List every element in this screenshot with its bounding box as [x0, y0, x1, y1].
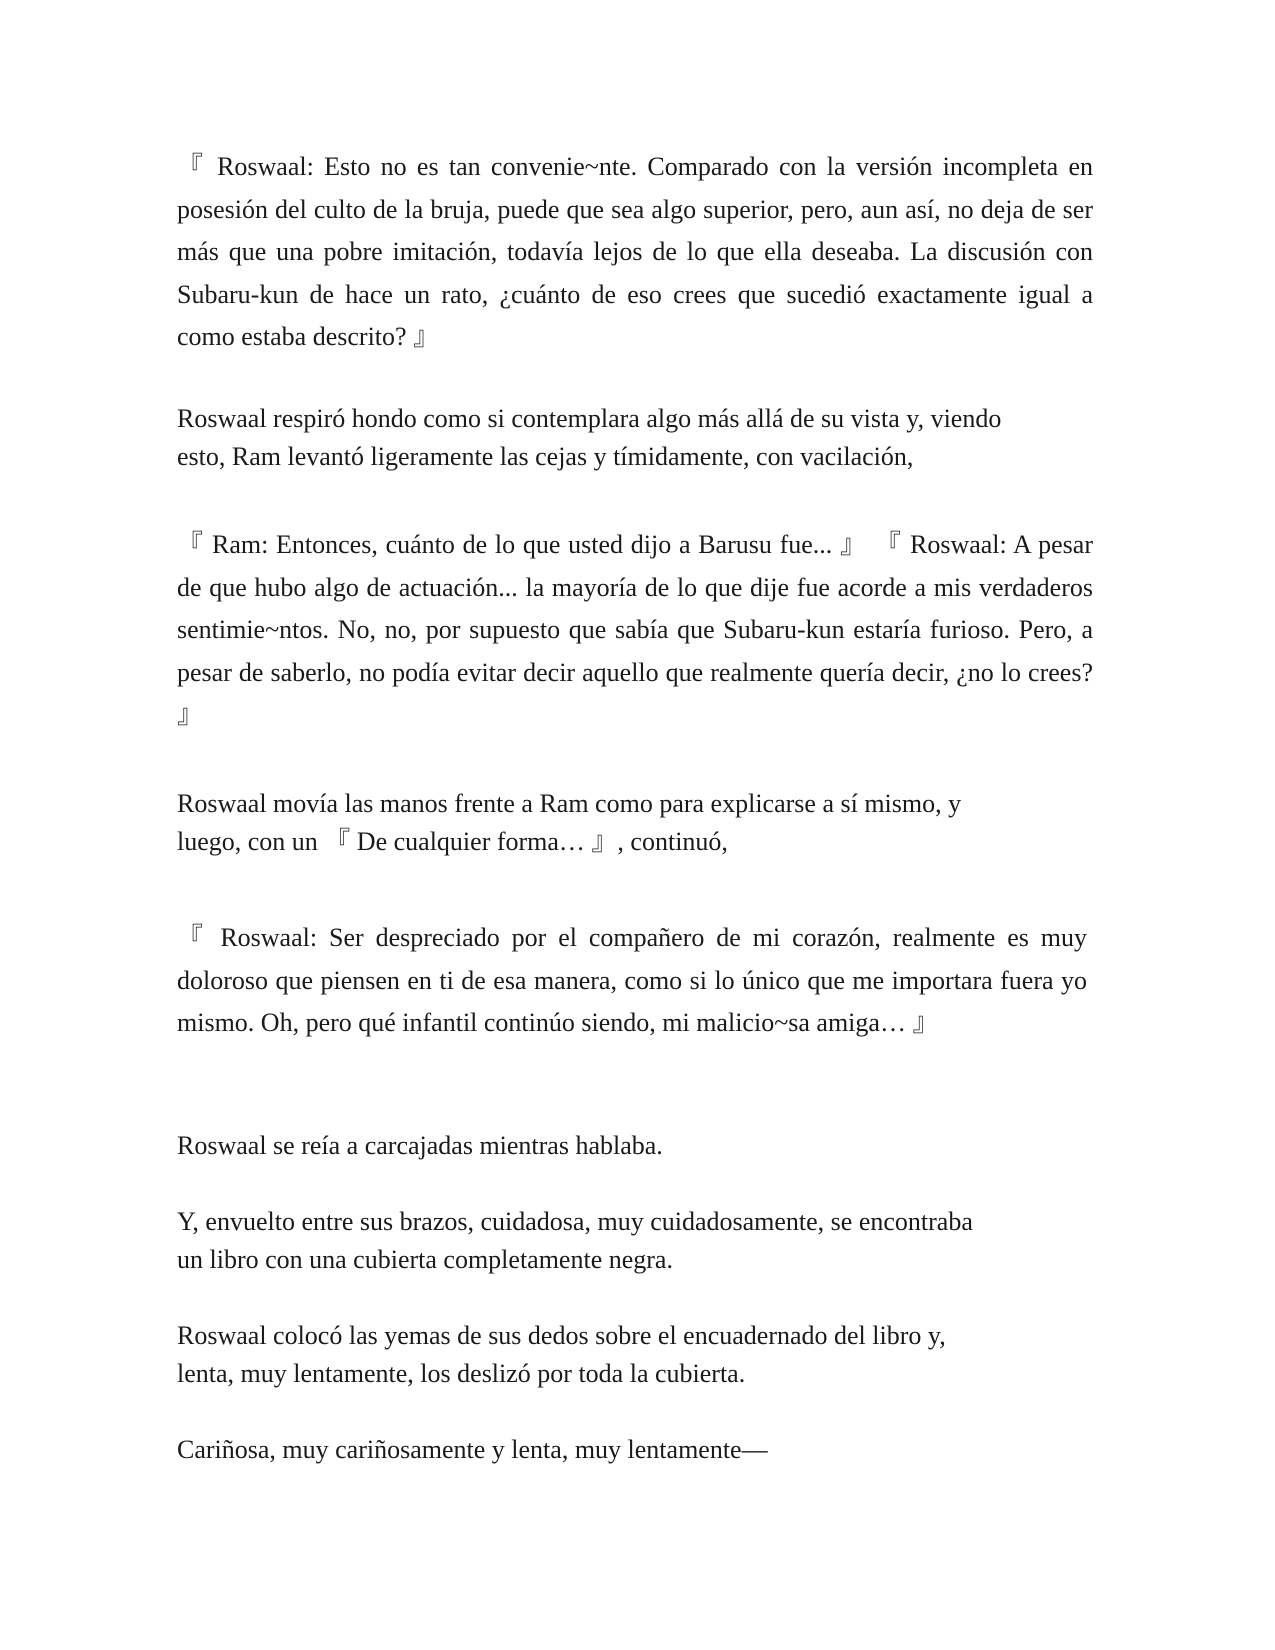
narration-paragraph-black-book: Y, envuelto entre sus brazos, cuidadosa, muy cuidadosamente, se encontraba un libro con una cubierta completamente negra. [177, 1207, 973, 1274]
narration-paragraph-lovingly: Cariñosa, muy cariñosamente y lenta, muy lentamente— [177, 1435, 768, 1464]
dialogue-paragraph-roswaal-imitation: 『 Roswaal: Esto no es tan convenie~nte. Comparado con la versión incompleta en posesión del culto de la bruja, puede que sea algo superior, pero, aun así, no deja de ser más que una pobre imitación, todavía lejos de lo que ella deseaba. La discusión con Subaru-kun de hace un rato, ¿cuánto de eso crees que sucedió exactamente igual a como estaba descrito? 』 [177, 152, 1093, 352]
narration-paragraph-laughter: Roswaal se reía a carcajadas mientras hablaba. [177, 1131, 663, 1160]
dialogue-paragraph-ram-roswaal: 『 Ram: Entonces, cuánto de lo que usted dijo a Barusu fue... 』 『 Roswaal: A pesar de que hubo algo de actuación... la mayoría de lo que dije fue acorde a mis verdaderos sentimie~ntos. No, no, por supuesto que sabía que Subaru-kun estaría furioso. Pero, a pesar de saberlo, no podía evitar decir aquello que realmente quería decir, ¿no lo crees? 』 [177, 530, 1093, 730]
narration-paragraph-fingertips: Roswaal colocó las yemas de sus dedos sobre el encuadernado del libro y, lenta, muy lentamente, los deslizó por toda la cubierta. [177, 1321, 946, 1388]
dialogue-paragraph-roswaal-despised: 『 Roswaal: Ser despreciado por el compañero de mi corazón, realmente es muy doloroso que piensen en ti de esa manera, como si lo único que me importara fuera yo mismo. Oh, pero qué infantil continúo siendo, mi malicio~sa amiga… 』 [177, 923, 1087, 1038]
narration-paragraph-roswaal-hands: Roswaal movía las manos frente a Ram como para explicarse a sí mismo, y luego, con un 『 De cualquier forma… 』, continuó, [177, 789, 962, 856]
narration-paragraph-roswaal-breath: Roswaal respiró hondo como si contemplara algo más allá de su vista y, viendo esto, Ram levantó ligeramente las cejas y tímidamente, con vacilación, [177, 404, 1002, 471]
